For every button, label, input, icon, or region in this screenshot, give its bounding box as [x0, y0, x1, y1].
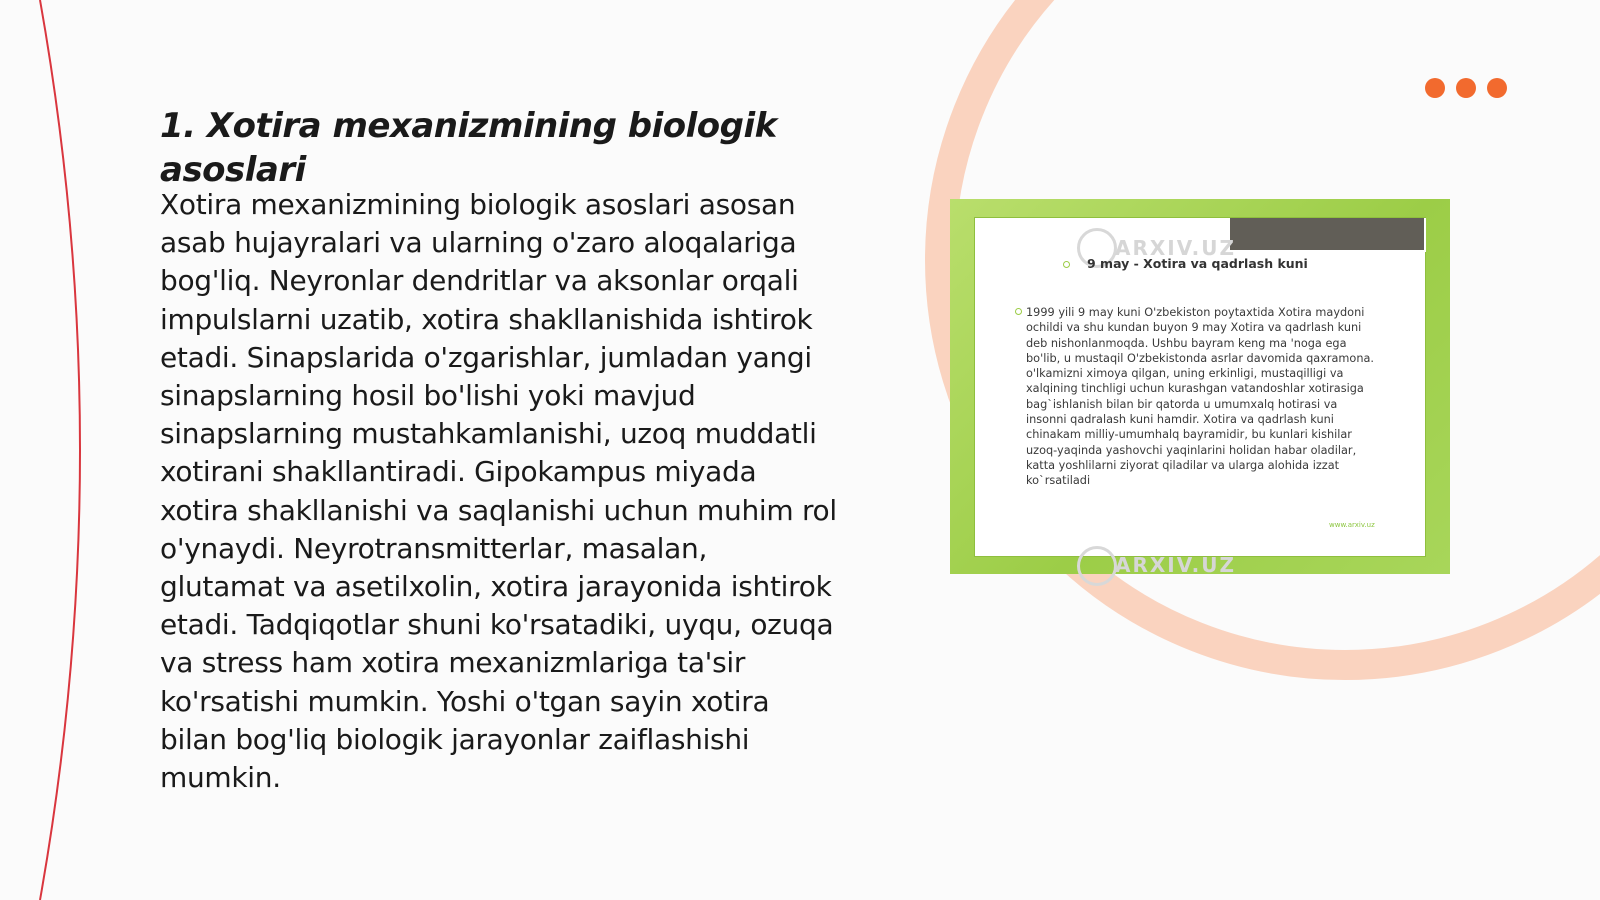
watermark-bottom: ARXIV.UZ [1115, 553, 1236, 577]
dot [1456, 78, 1476, 98]
embedded-slide-image [950, 199, 1450, 577]
bullet-icon [1015, 308, 1022, 315]
bullet-icon [1063, 261, 1070, 268]
slide-title: 1. Xotira mexanizmining biologik asoslari [160, 106, 777, 190]
dot [1487, 78, 1507, 98]
embedded-slide-content [974, 217, 1426, 577]
watermark-logo-icon [1077, 546, 1117, 586]
embedded-slide-heading: 9 may - Xotira va qadrlash kuni [1087, 256, 1308, 271]
menu-dots-icon[interactable] [1425, 78, 1507, 98]
dot [1425, 78, 1445, 98]
left-red-curve [40, 0, 80, 900]
embedded-slide-tab [1228, 218, 1426, 252]
slide-body-text: Xotira mexanizmining biologik asoslari asosan asab hujayralari va ularning o'zaro aloqalariga bog'liq. Neyronlar dendritlar va aksonlar orqali impulslarni uzatib, xotira shakllanishida ishtirok etadi. Sinapslarida o'zgarishlar, jumladan yangi sinapslarning hosil bo'lishi yoki mavjud sinapslarning mustahkamlanishi, uzoq muddatli xotirani shakllantiradi. Gipokampus miyada xotira shakllanishi va saqlanishi uchun muhim rol o'ynaydi. Neyrotransmitterlar, masalan, glutamat va asetilxolin, xotira jarayonida ishtirok etadi. Tadqiqotlar shuni ko'rsatadiki, uyqu, ozuqa va stress ham xotira mexanizmlariga ta'sir ko'rsatishi mumkin. Yoshi o'tgan sayin xotira bilan bog'liq biologik jarayonlar zaiflashishi mumkin. [160, 188, 837, 795]
embedded-slide-body: 1999 yili 9 may kuni O'zbekiston poytaxtida Xotira maydoni ochildi va shu kundan buyon 9 may Xotira va qadrlash kuni deb nishonlanmoqda. Ushbu bayram keng ma 'noga ega bo'lib, u mustaqil O'zbekistonda asrlar davomida qaxramona. o'lkamizni ximoya qilgan, uning erkinligi, mustaqilligi va xalqining tinchligi uchun kurashgan vatandoshlar xotirasiga bag`ishlanish bilan bir qatorda u umumxalq hotirasi va insonni qadralash kuni hamdir. Xotira va qadrlash kuni chinakam milliy-umumhalq bayramidir, bu kunlari kishilar uzoq-yaqinda yashovchi yaqinlarini holidan habar oladilar, katta yoshlilarni ziyorat qiladilar va ularga alohida izzat ko`rsatiladi [1026, 306, 1375, 488]
embedded-slide-footer: www.arxiv.uz [1329, 521, 1375, 529]
watermark-top: ARXIV.UZ [1115, 236, 1236, 260]
